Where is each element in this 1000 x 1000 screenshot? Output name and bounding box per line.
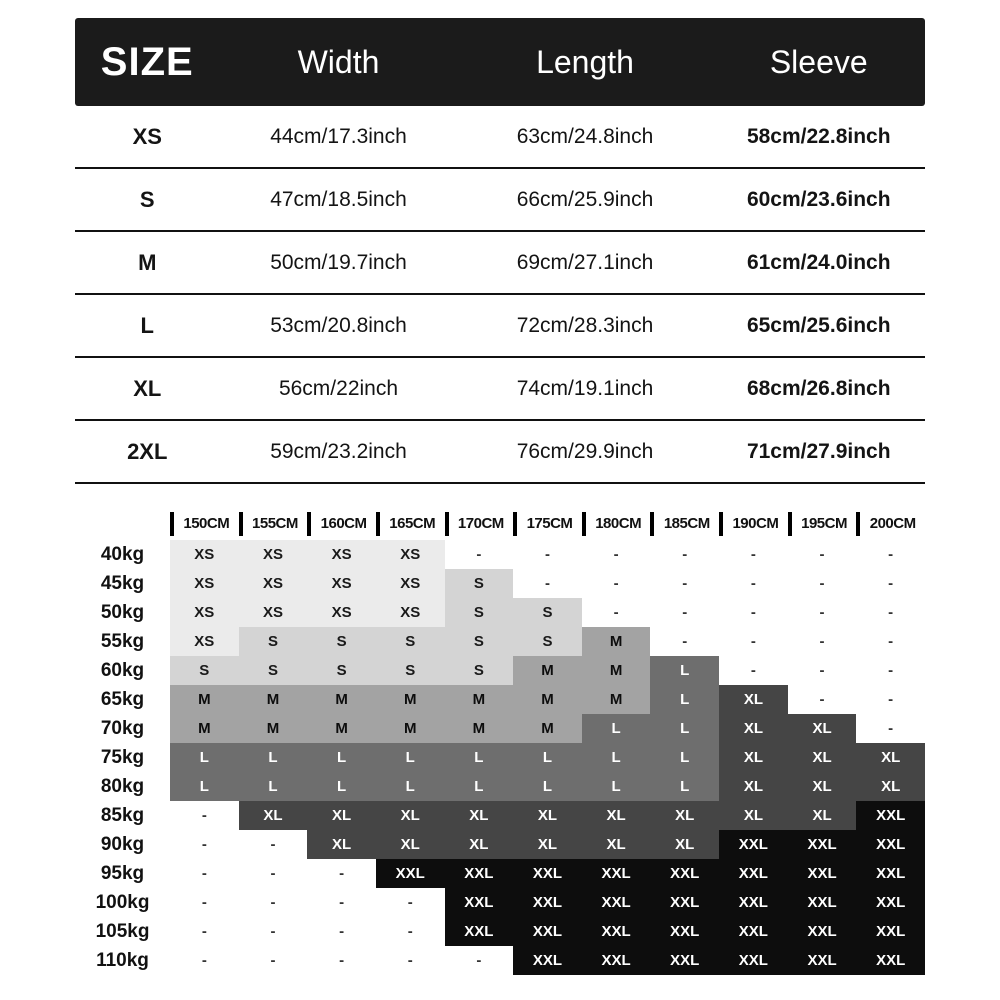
- matrix-cell-size: S: [445, 627, 514, 656]
- matrix-cell-size: XL: [307, 801, 376, 830]
- matrix-cell-size: XL: [582, 830, 651, 859]
- height-header-label: 175CM: [513, 512, 582, 536]
- matrix-cell-empty: -: [650, 540, 719, 569]
- matrix-row: [75, 627, 925, 656]
- matrix-cell-size: S: [376, 656, 445, 685]
- matrix-cell-size: XXL: [513, 917, 582, 946]
- matrix-cell-size: L: [650, 685, 719, 714]
- matrix-cell-size: M: [582, 627, 651, 656]
- matrix-cell-size: XL: [513, 801, 582, 830]
- measurement-row: [75, 232, 925, 295]
- matrix-cell-size: L: [582, 743, 651, 772]
- matrix-cell-size: XS: [376, 598, 445, 627]
- matrix-cell-size: XS: [170, 627, 239, 656]
- matrix-row: [75, 830, 925, 859]
- matrix-cell-size: XXL: [582, 946, 651, 975]
- matrix-cell-size: M: [170, 714, 239, 743]
- matrix-cell-size: L: [170, 772, 239, 801]
- matrix-cell-size: S: [513, 627, 582, 656]
- measurement-length-value: 69cm/27.1inch: [516, 250, 654, 274]
- measurement-table-header: [75, 18, 925, 106]
- weight-label: 75kg: [100, 746, 145, 768]
- matrix-cell-size: L: [513, 772, 582, 801]
- weight-label: 60kg: [100, 659, 145, 681]
- matrix-cell-size: XXL: [788, 917, 857, 946]
- matrix-cell-size: M: [376, 685, 445, 714]
- matrix-cell-empty: -: [307, 859, 376, 888]
- measurement-table: [75, 18, 925, 484]
- matrix-cell-empty: -: [170, 801, 239, 830]
- matrix-cell-size: XL: [582, 801, 651, 830]
- matrix-cell-empty: -: [170, 946, 239, 975]
- matrix-cell-size: L: [239, 743, 308, 772]
- measurement-sleeve-value: 58cm/22.8inch: [746, 124, 891, 148]
- matrix-cell-size: XXL: [856, 917, 925, 946]
- weight-label: 80kg: [100, 775, 145, 797]
- header-width-label: Width: [297, 43, 380, 80]
- matrix-cell-empty: -: [856, 685, 925, 714]
- matrix-cell-size: XS: [376, 569, 445, 598]
- matrix-cell-size: M: [445, 685, 514, 714]
- matrix-row: [75, 656, 925, 685]
- matrix-cell-size: XXL: [788, 946, 857, 975]
- matrix-cell-size: M: [513, 656, 582, 685]
- matrix-cell-empty: -: [239, 946, 308, 975]
- matrix-cell-size: XXL: [582, 859, 651, 888]
- matrix-cell-empty: -: [170, 888, 239, 917]
- measurement-sleeve-value: 68cm/26.8inch: [746, 376, 891, 400]
- matrix-cell-size: M: [445, 714, 514, 743]
- matrix-cell-empty: -: [719, 627, 788, 656]
- matrix-cell-size: XXL: [856, 859, 925, 888]
- measurement-length-value: 66cm/25.9inch: [516, 187, 654, 211]
- matrix-cell-size: M: [239, 685, 308, 714]
- measurement-length-value: 72cm/28.3inch: [516, 313, 654, 337]
- weight-label: 85kg: [100, 804, 145, 826]
- matrix-cell-size: M: [376, 714, 445, 743]
- matrix-cell-size: XXL: [445, 917, 514, 946]
- matrix-cell-size: S: [239, 627, 308, 656]
- matrix-cell-empty: -: [170, 917, 239, 946]
- weight-label: 105kg: [95, 920, 150, 942]
- matrix-corner-spacer: [75, 512, 170, 536]
- matrix-cell-size: M: [513, 685, 582, 714]
- matrix-cell-size: S: [445, 569, 514, 598]
- matrix-cell-empty: -: [719, 540, 788, 569]
- matrix-cell-size: XXL: [719, 859, 788, 888]
- matrix-cell-size: XXL: [650, 888, 719, 917]
- height-header-label: 185CM: [650, 512, 719, 536]
- matrix-cell-size: L: [582, 714, 651, 743]
- matrix-cell-size: XXL: [719, 830, 788, 859]
- matrix-cell-size: M: [582, 685, 651, 714]
- matrix-cell-size: S: [445, 656, 514, 685]
- measurement-length-value: 74cm/19.1inch: [516, 376, 654, 400]
- matrix-cell-size: L: [650, 714, 719, 743]
- matrix-cell-size: XS: [170, 598, 239, 627]
- measurement-length-value: 63cm/24.8inch: [516, 124, 654, 148]
- matrix-cell-empty: -: [582, 569, 651, 598]
- matrix-cell-empty: -: [788, 656, 857, 685]
- measurement-size-value: 2XL: [127, 438, 168, 464]
- matrix-row: [75, 801, 925, 830]
- matrix-cell-size: XL: [650, 830, 719, 859]
- height-header-label: 170CM: [445, 512, 514, 536]
- weight-label: 40kg: [100, 543, 145, 565]
- matrix-cell-size: XL: [788, 714, 857, 743]
- matrix-cell-size: XXL: [856, 946, 925, 975]
- weight-label: 55kg: [100, 630, 145, 652]
- header-length-label: Length: [536, 43, 634, 80]
- header-size-label: SIZE: [100, 39, 194, 84]
- matrix-cell-size: L: [582, 772, 651, 801]
- measurement-row: [75, 106, 925, 169]
- matrix-cell-size: XXL: [513, 888, 582, 917]
- matrix-row: [75, 859, 925, 888]
- matrix-cell-empty: -: [513, 569, 582, 598]
- weight-label: 90kg: [100, 833, 145, 855]
- matrix-row: [75, 888, 925, 917]
- matrix-cell-size: XL: [307, 830, 376, 859]
- height-header-label: 190CM: [719, 512, 788, 536]
- measurement-width-value: 50cm/19.7inch: [270, 250, 407, 274]
- matrix-cell-size: S: [239, 656, 308, 685]
- measurement-row: [75, 358, 925, 421]
- matrix-header-row: [75, 508, 925, 540]
- matrix-cell-size: XS: [376, 540, 445, 569]
- matrix-cell-size: S: [170, 656, 239, 685]
- matrix-cell-empty: -: [307, 946, 376, 975]
- measurement-size-value: S: [139, 186, 155, 212]
- matrix-cell-size: L: [445, 743, 514, 772]
- matrix-cell-size: S: [307, 656, 376, 685]
- measurement-size-value: XS: [132, 123, 162, 149]
- weight-label: 45kg: [100, 572, 145, 594]
- matrix-cell-empty: -: [788, 685, 857, 714]
- matrix-cell-size: L: [239, 772, 308, 801]
- matrix-cell-size: XL: [376, 801, 445, 830]
- height-header-label: 160CM: [307, 512, 376, 536]
- matrix-cell-empty: -: [170, 859, 239, 888]
- matrix-cell-size: XL: [788, 772, 857, 801]
- matrix-cell-size: M: [239, 714, 308, 743]
- matrix-cell-empty: -: [788, 569, 857, 598]
- matrix-row: [75, 685, 925, 714]
- matrix-cell-empty: -: [239, 888, 308, 917]
- matrix-cell-empty: -: [856, 714, 925, 743]
- matrix-cell-size: XL: [719, 714, 788, 743]
- weight-label: 70kg: [100, 717, 145, 739]
- matrix-cell-size: XXL: [513, 946, 582, 975]
- matrix-row: [75, 917, 925, 946]
- matrix-cell-size: M: [170, 685, 239, 714]
- matrix-cell-size: M: [307, 714, 376, 743]
- measurement-sleeve-value: 60cm/23.6inch: [746, 187, 891, 211]
- matrix-cell-size: XS: [239, 569, 308, 598]
- matrix-cell-size: XL: [445, 801, 514, 830]
- matrix-row: [75, 743, 925, 772]
- matrix-cell-size: S: [513, 598, 582, 627]
- matrix-cell-size: XL: [856, 772, 925, 801]
- header-sleeve-label: Sleeve: [769, 43, 868, 80]
- matrix-cell-size: XXL: [582, 917, 651, 946]
- matrix-row: [75, 714, 925, 743]
- matrix-cell-size: XS: [170, 540, 239, 569]
- matrix-cell-size: XXL: [719, 946, 788, 975]
- matrix-cell-empty: -: [856, 569, 925, 598]
- matrix-cell-size: XL: [788, 801, 857, 830]
- matrix-cell-size: XL: [719, 801, 788, 830]
- height-header-label: 150CM: [170, 512, 239, 536]
- weight-label: 100kg: [95, 891, 150, 913]
- matrix-cell-size: XXL: [856, 888, 925, 917]
- matrix-cell-empty: -: [513, 540, 582, 569]
- matrix-cell-size: S: [376, 627, 445, 656]
- measurement-width-value: 44cm/17.3inch: [270, 124, 407, 148]
- matrix-cell-empty: -: [445, 946, 514, 975]
- matrix-cell-empty: -: [788, 598, 857, 627]
- matrix-cell-empty: -: [239, 859, 308, 888]
- height-header-label: 165CM: [376, 512, 445, 536]
- matrix-cell-size: XL: [650, 801, 719, 830]
- matrix-cell-size: L: [650, 656, 719, 685]
- matrix-cell-empty: -: [445, 540, 514, 569]
- measurement-sleeve-value: 65cm/25.6inch: [746, 313, 891, 337]
- matrix-cell-size: XXL: [788, 830, 857, 859]
- weight-label: 50kg: [100, 601, 145, 623]
- measurement-row: [75, 169, 925, 232]
- matrix-cell-empty: -: [239, 830, 308, 859]
- matrix-cell-empty: -: [856, 540, 925, 569]
- measurement-length-value: 76cm/29.9inch: [516, 439, 654, 463]
- weight-label: 95kg: [100, 862, 145, 884]
- matrix-cell-size: XXL: [445, 859, 514, 888]
- measurement-size-value: XL: [133, 375, 162, 401]
- matrix-row: [75, 540, 925, 569]
- matrix-cell-empty: -: [719, 569, 788, 598]
- matrix-cell-size: XS: [307, 540, 376, 569]
- matrix-cell-size: XS: [239, 540, 308, 569]
- matrix-cell-empty: -: [788, 540, 857, 569]
- matrix-row: [75, 772, 925, 801]
- matrix-cell-size: XXL: [856, 830, 925, 859]
- measurement-sleeve-value: 71cm/27.9inch: [746, 439, 891, 463]
- height-header-label: 200CM: [856, 512, 925, 536]
- matrix-cell-empty: -: [719, 598, 788, 627]
- measurement-sleeve-value: 61cm/24.0inch: [746, 250, 891, 274]
- measurement-width-value: 53cm/20.8inch: [270, 313, 407, 337]
- matrix-cell-size: XXL: [719, 917, 788, 946]
- measurement-width-value: 59cm/23.2inch: [270, 439, 407, 463]
- matrix-cell-size: XXL: [650, 859, 719, 888]
- matrix-cell-empty: -: [376, 946, 445, 975]
- matrix-cell-empty: -: [376, 888, 445, 917]
- height-weight-matrix: [75, 508, 925, 975]
- weight-label: 65kg: [100, 688, 145, 710]
- matrix-cell-empty: -: [650, 569, 719, 598]
- matrix-cell-empty: -: [582, 540, 651, 569]
- matrix-cell-empty: -: [856, 627, 925, 656]
- matrix-cell-size: XS: [239, 598, 308, 627]
- matrix-row: [75, 598, 925, 627]
- matrix-cell-size: M: [582, 656, 651, 685]
- matrix-body: [75, 540, 925, 975]
- matrix-cell-size: L: [650, 743, 719, 772]
- matrix-cell-empty: -: [719, 656, 788, 685]
- matrix-cell-size: XS: [170, 569, 239, 598]
- matrix-cell-size: XL: [445, 830, 514, 859]
- matrix-cell-size: XL: [719, 772, 788, 801]
- height-header-label: 195CM: [788, 512, 857, 536]
- matrix-cell-size: XL: [239, 801, 308, 830]
- matrix-cell-empty: -: [650, 598, 719, 627]
- height-header-label: 155CM: [239, 512, 308, 536]
- matrix-cell-size: M: [307, 685, 376, 714]
- matrix-cell-size: XL: [513, 830, 582, 859]
- matrix-cell-size: S: [307, 627, 376, 656]
- matrix-cell-empty: -: [307, 888, 376, 917]
- matrix-cell-size: XXL: [513, 859, 582, 888]
- matrix-row: [75, 569, 925, 598]
- matrix-cell-empty: -: [307, 917, 376, 946]
- measurement-row: [75, 295, 925, 358]
- weight-label: 110kg: [96, 949, 149, 971]
- matrix-cell-size: XXL: [376, 859, 445, 888]
- matrix-cell-empty: -: [856, 598, 925, 627]
- matrix-cell-empty: -: [376, 917, 445, 946]
- height-header-label: 180CM: [582, 512, 651, 536]
- matrix-cell-empty: -: [170, 830, 239, 859]
- matrix-cell-empty: -: [788, 627, 857, 656]
- matrix-cell-size: S: [445, 598, 514, 627]
- matrix-cell-size: XS: [307, 598, 376, 627]
- matrix-cell-size: L: [513, 743, 582, 772]
- measurement-size-value: M: [138, 249, 157, 275]
- matrix-cell-size: XXL: [719, 888, 788, 917]
- matrix-cell-size: L: [650, 772, 719, 801]
- matrix-cell-size: L: [307, 743, 376, 772]
- matrix-cell-size: XL: [719, 685, 788, 714]
- measurement-size-value: L: [140, 312, 154, 338]
- matrix-row: [75, 946, 925, 975]
- matrix-cell-size: XXL: [650, 946, 719, 975]
- matrix-cell-empty: -: [650, 627, 719, 656]
- matrix-cell-size: XL: [719, 743, 788, 772]
- measurement-width-value: 47cm/18.5inch: [270, 187, 407, 211]
- matrix-cell-size: L: [376, 743, 445, 772]
- matrix-cell-size: XXL: [856, 801, 925, 830]
- matrix-cell-size: XXL: [788, 888, 857, 917]
- matrix-cell-empty: -: [239, 917, 308, 946]
- matrix-cell-size: XL: [856, 743, 925, 772]
- matrix-cell-empty: -: [582, 598, 651, 627]
- measurement-table-body: [75, 106, 925, 484]
- matrix-cell-size: L: [445, 772, 514, 801]
- matrix-cell-size: XS: [307, 569, 376, 598]
- matrix-cell-size: L: [307, 772, 376, 801]
- matrix-cell-size: XXL: [788, 859, 857, 888]
- measurement-row: [75, 421, 925, 484]
- measurement-width-value: 56cm/22inch: [278, 376, 399, 400]
- matrix-cell-size: XXL: [582, 888, 651, 917]
- matrix-cell-size: XXL: [650, 917, 719, 946]
- matrix-cell-size: XXL: [445, 888, 514, 917]
- matrix-cell-size: L: [170, 743, 239, 772]
- matrix-cell-size: L: [376, 772, 445, 801]
- matrix-cell-size: XL: [376, 830, 445, 859]
- matrix-cell-empty: -: [856, 656, 925, 685]
- matrix-cell-size: XL: [788, 743, 857, 772]
- matrix-cell-size: M: [513, 714, 582, 743]
